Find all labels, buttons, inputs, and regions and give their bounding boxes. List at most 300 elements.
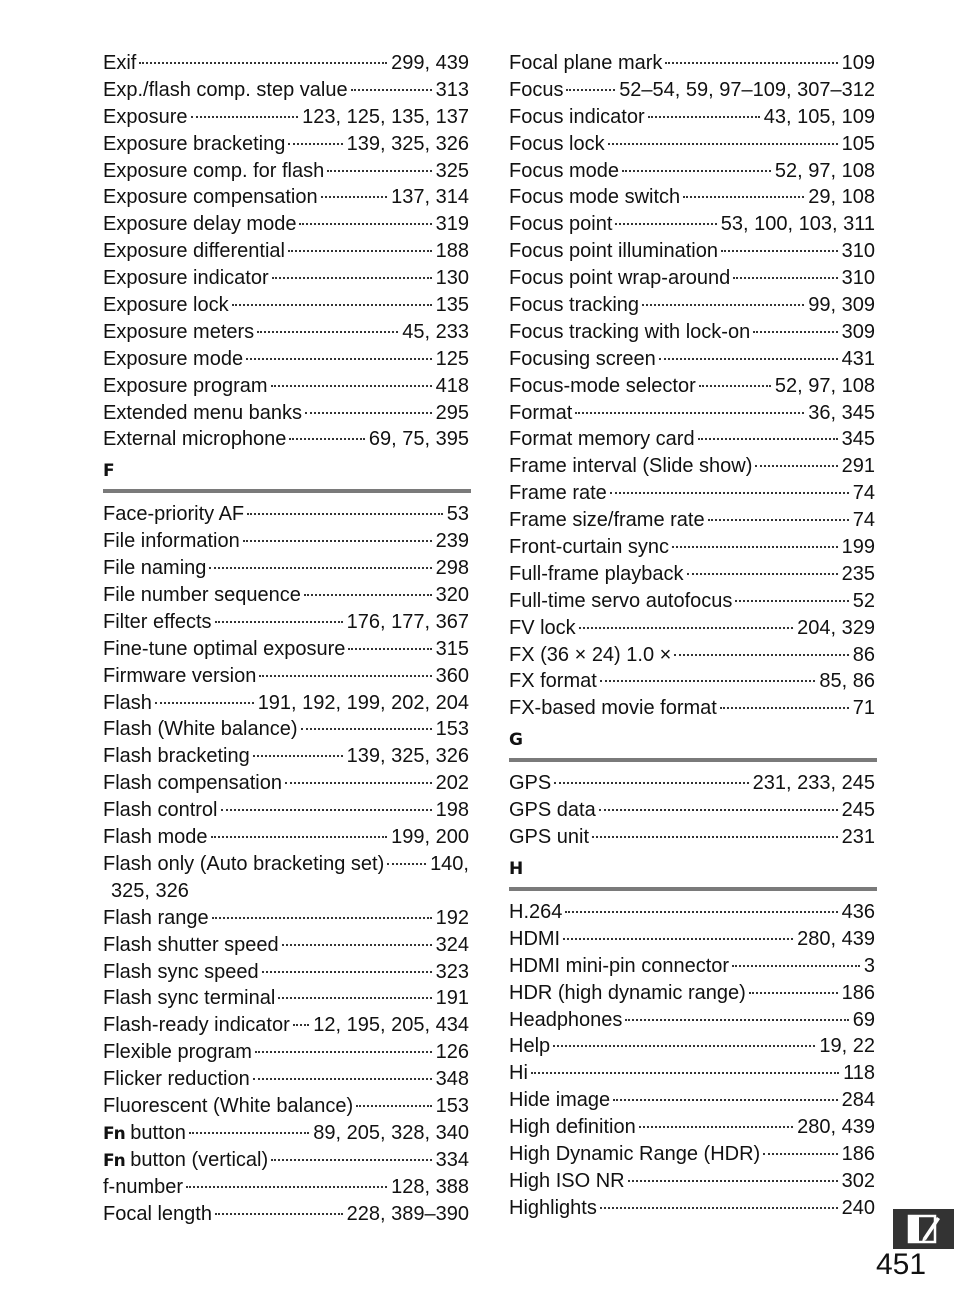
index-term: Focus lock — [509, 132, 605, 155]
dot-leader — [600, 1206, 838, 1209]
page-references: 86 — [852, 643, 875, 666]
dot-leader — [608, 142, 838, 145]
dot-leader — [659, 357, 838, 360]
page-references: 299, 439 — [391, 52, 469, 74]
index-term: Focus mode switch — [509, 186, 681, 209]
page-references: 69, 75, 395 — [368, 428, 469, 451]
section-letter: G — [509, 730, 523, 751]
dot-leader — [288, 249, 432, 252]
dot-leader — [622, 169, 771, 172]
index-entry — [509, 561, 875, 588]
index-entry — [103, 1066, 469, 1093]
index-term: Focus mode — [509, 159, 620, 182]
index-entry — [509, 899, 875, 926]
index-term: Fluorescent (White balance) — [103, 1094, 354, 1117]
index-term: Flash only (Auto bracketing set) — [103, 852, 385, 875]
dot-leader — [566, 88, 615, 91]
index-term: Exposure compensation — [103, 186, 318, 209]
page-references: 302 — [841, 1169, 875, 1192]
index-entry — [509, 1168, 875, 1195]
dot-leader — [613, 1098, 837, 1101]
dot-leader — [246, 357, 432, 360]
index-entry — [103, 824, 469, 851]
page-references: 245 — [841, 799, 875, 822]
dot-leader — [356, 1104, 432, 1107]
dot-leader — [665, 61, 837, 64]
index-term: File information — [103, 530, 240, 553]
index-entry — [103, 1201, 469, 1228]
index-tab-icon — [907, 1214, 941, 1244]
index-entry — [509, 292, 875, 319]
dot-leader — [721, 249, 838, 252]
page-references: 309 — [841, 320, 875, 343]
dot-leader — [212, 916, 432, 919]
index-entry — [509, 238, 875, 265]
page-references: 280, 439 — [797, 1116, 875, 1139]
page-references: 325, 326 — [111, 879, 189, 902]
page-references: 324 — [435, 933, 469, 956]
index-term: Hi — [509, 1062, 528, 1085]
index-term: High definition — [509, 1116, 636, 1139]
dot-leader — [247, 512, 443, 515]
page-references: 186 — [841, 1142, 875, 1165]
dot-leader — [553, 1044, 815, 1047]
index-entry — [103, 690, 469, 717]
index-entry — [509, 400, 875, 427]
page-references: 19, 22 — [819, 1035, 875, 1058]
dot-leader — [755, 464, 837, 467]
dot-leader — [749, 991, 838, 994]
index-term: H.264 — [509, 900, 563, 923]
page-references: 125 — [435, 347, 469, 370]
dot-leader — [327, 169, 431, 172]
page-references: 71 — [852, 697, 875, 720]
index-term: File number sequence — [103, 584, 301, 607]
index-term: FV lock — [509, 616, 576, 639]
index-term: External microphone — [103, 428, 287, 451]
index-entry — [103, 319, 469, 346]
index-entry — [509, 50, 875, 77]
page-references: 191 — [435, 987, 469, 1010]
index-term: Help — [509, 1035, 551, 1058]
index-entry — [509, 158, 875, 185]
page-references: 85, 86 — [819, 670, 875, 693]
index-entry — [509, 265, 875, 292]
index-term: Full-time servo autofocus — [509, 589, 733, 612]
page-references: 74 — [852, 509, 875, 532]
index-term: Focus point illumination — [509, 240, 718, 263]
dot-leader — [708, 518, 849, 521]
dot-leader — [299, 222, 431, 225]
dot-leader — [531, 1071, 839, 1074]
page-references: 231 — [841, 826, 875, 849]
page-references: 52, 97, 108 — [774, 374, 875, 397]
index-entry — [509, 1114, 875, 1141]
index-term: GPS data — [509, 799, 596, 822]
left-column — [103, 50, 469, 1227]
page-references: 284 — [841, 1089, 875, 1112]
index-entry — [509, 426, 875, 453]
index-entry — [509, 668, 875, 695]
index-entry — [509, 1060, 875, 1087]
page-references: 280, 439 — [797, 927, 875, 950]
index-entry — [509, 346, 875, 373]
index-entry — [103, 743, 469, 770]
page-references: 130 — [435, 267, 469, 290]
page-references: 202 — [435, 772, 469, 795]
page-references: 198 — [435, 799, 469, 822]
index-entry — [103, 211, 469, 238]
page-references: 192 — [435, 906, 469, 929]
dot-leader — [687, 572, 838, 575]
index-entry — [509, 1195, 875, 1222]
index-term: GPS unit — [509, 826, 590, 849]
page-references: 320 — [435, 584, 469, 607]
page-references: 29, 108 — [808, 186, 875, 209]
index-term: Fine-tune optimal exposure — [103, 637, 346, 660]
dot-leader — [271, 1158, 432, 1161]
index-term: Focus tracking with lock-on — [509, 320, 751, 343]
page-references: 436 — [841, 900, 875, 923]
dot-leader — [733, 276, 837, 279]
index-term: Flash bracketing — [103, 745, 250, 768]
index-term: Flexible program — [103, 1041, 252, 1064]
index-term: Exposure mode — [103, 347, 244, 370]
index-entry — [509, 373, 875, 400]
dot-leader — [735, 599, 848, 602]
index-entry — [509, 824, 875, 851]
dot-leader — [753, 330, 837, 333]
page-references: 199, 200 — [391, 826, 469, 849]
index-term: Focus point wrap-around — [509, 267, 731, 290]
page-references: 74 — [852, 482, 875, 505]
index-term: Format — [509, 401, 573, 424]
page-references: 45, 233 — [402, 320, 469, 343]
page-references: 109 — [841, 52, 875, 74]
index-term: Focal length — [103, 1202, 212, 1225]
page-references: 53 — [446, 503, 469, 526]
index-term-text: button — [124, 1121, 186, 1144]
page-references: 204, 329 — [797, 616, 875, 639]
index-term: HDMI — [509, 927, 561, 950]
page-references: 323 — [435, 960, 469, 983]
index-entry — [509, 980, 875, 1007]
index-term: File naming — [103, 557, 207, 580]
index-term: Hide image — [509, 1089, 611, 1112]
index-term: Headphones — [509, 1008, 623, 1031]
dot-leader — [599, 808, 838, 811]
page-references: 360 — [435, 664, 469, 687]
index-term: Focus-mode selector — [509, 374, 696, 397]
page-references: 43, 105, 109 — [763, 105, 875, 128]
index-term: Extended menu banks — [103, 401, 303, 424]
index-entry — [509, 480, 875, 507]
index-term: Exposure program — [103, 374, 268, 397]
dot-leader — [732, 964, 860, 967]
dot-leader — [282, 943, 432, 946]
index-entry — [509, 131, 875, 158]
index-entry — [103, 265, 469, 292]
page-references: 199 — [841, 536, 875, 559]
index-term: Filter effects — [103, 610, 212, 633]
index-term: GPS — [509, 772, 552, 795]
index-entry — [509, 642, 875, 669]
section-header-f — [103, 453, 469, 501]
dot-leader — [674, 653, 848, 656]
dot-leader — [211, 835, 388, 838]
dot-leader — [348, 647, 431, 650]
dot-leader — [592, 835, 838, 838]
dot-leader — [253, 754, 343, 757]
dot-leader — [191, 115, 299, 118]
dot-leader — [763, 1152, 837, 1155]
page-references: 188 — [435, 240, 469, 263]
page-references: 3 — [863, 954, 875, 977]
index-entry — [509, 615, 875, 642]
index-term: Flash (White balance) — [103, 718, 298, 741]
section-header-g — [509, 722, 875, 770]
index-entry — [103, 932, 469, 959]
page-references: 137, 314 — [391, 186, 469, 209]
page-references: 310 — [841, 240, 875, 263]
page-references: 231, 233, 245 — [752, 772, 875, 795]
page-references: 123, 125, 135, 137 — [302, 105, 469, 128]
index-entry — [509, 77, 875, 104]
index-term: Highlights — [509, 1196, 597, 1219]
index-entry — [509, 953, 875, 980]
dot-leader — [565, 910, 837, 913]
dot-leader — [301, 727, 432, 730]
page-references: 239 — [435, 530, 469, 553]
index-entry — [103, 104, 469, 131]
dot-leader — [698, 437, 838, 440]
dot-leader — [221, 808, 432, 811]
page-references: 186 — [841, 981, 875, 1004]
index-tab — [893, 1209, 954, 1249]
index-entry — [103, 1039, 469, 1066]
dot-leader — [648, 115, 760, 118]
dot-leader — [293, 1023, 310, 1026]
index-entry — [509, 797, 875, 824]
page-references: 139, 325, 326 — [346, 132, 469, 155]
index-entry — [103, 582, 469, 609]
index-entry — [509, 770, 875, 797]
index-entry — [103, 1174, 469, 1201]
dot-leader — [259, 674, 431, 677]
index-term: FX-based movie format — [509, 697, 717, 720]
page-references: 235 — [841, 562, 875, 585]
dot-leader — [289, 437, 364, 440]
index-entry — [103, 400, 469, 427]
index-term: Flash range — [103, 906, 209, 929]
page-references: 140, — [430, 852, 469, 875]
dot-leader — [639, 1125, 793, 1128]
index-entry — [103, 158, 469, 185]
page-references: 153 — [435, 1094, 469, 1117]
index-entry — [509, 184, 875, 211]
page-references: 191, 192, 199, 202, 204 — [257, 691, 469, 714]
page-references: 295 — [435, 401, 469, 424]
index-entry — [509, 1033, 875, 1060]
section-letter: H — [509, 858, 524, 879]
index-entry — [103, 292, 469, 319]
fn-button-glyph: Fn — [103, 1123, 125, 1144]
fn-button-glyph: Fn — [103, 1150, 125, 1171]
index-term: High Dynamic Range (HDR) — [509, 1142, 761, 1165]
index-entry — [509, 211, 875, 238]
section-rule — [103, 489, 471, 493]
page-references: 139, 325, 326 — [346, 745, 469, 768]
dot-leader — [232, 303, 432, 306]
index-entry — [103, 528, 469, 555]
index-term: Firmware version — [103, 664, 257, 687]
index-term: Focus point — [509, 213, 613, 236]
section-header-h — [509, 851, 875, 899]
index-term: Flicker reduction — [103, 1068, 250, 1091]
dot-leader — [271, 384, 432, 387]
page-references: 310 — [841, 267, 875, 290]
index-entry — [509, 1087, 875, 1114]
index-term: Flash — [103, 691, 152, 714]
page-references: 52, 97, 108 — [774, 159, 875, 182]
index-entry — [509, 534, 875, 561]
page-references: 69 — [852, 1008, 875, 1031]
index-term: Exposure — [103, 105, 188, 128]
index-term: f-number — [103, 1175, 184, 1198]
dot-leader — [255, 1050, 432, 1053]
index-term: Focus — [509, 78, 564, 101]
index-term: Flash shutter speed — [103, 933, 279, 956]
index-term: Frame size/frame rate — [509, 509, 705, 532]
dot-leader — [600, 679, 816, 682]
page-references: 325 — [435, 159, 469, 182]
dot-leader — [139, 61, 387, 64]
page-references: 176, 177, 367 — [346, 610, 469, 633]
index-entry — [103, 797, 469, 824]
index-term: Face-priority AF — [103, 503, 245, 526]
index-entry — [103, 905, 469, 932]
page-references: 431 — [841, 347, 875, 370]
index-term: Exposure meters — [103, 320, 255, 343]
dot-leader — [155, 701, 254, 704]
dot-leader — [563, 937, 793, 940]
index-term: Flash compensation — [103, 772, 282, 795]
dot-leader — [209, 566, 431, 569]
index-entry — [103, 50, 469, 77]
page-references: 315 — [435, 637, 469, 660]
dot-leader — [215, 1212, 343, 1215]
index-entry — [103, 501, 469, 528]
dot-leader — [189, 1131, 309, 1134]
index-entry-flash-ready — [103, 1012, 469, 1039]
dot-leader — [288, 142, 342, 145]
page-references: 53, 100, 103, 311 — [720, 213, 875, 236]
dot-leader — [699, 384, 771, 387]
page-references: 135 — [435, 294, 469, 317]
page-references: 12, 195, 205, 434 — [313, 1014, 469, 1037]
index-term: Flash-ready indicator — [103, 1014, 290, 1037]
index-term: Exif — [103, 52, 137, 74]
page-references: 118 — [843, 1062, 875, 1085]
index-term: Exposure comp. for flash — [103, 159, 325, 182]
dot-leader — [321, 195, 388, 198]
index-term: HDMI mini-pin connector — [509, 954, 730, 977]
index-term: Full-frame playback — [509, 562, 684, 585]
index-entry — [509, 695, 875, 722]
index-term: Frame rate — [509, 482, 607, 505]
index-term: Focal plane mark — [509, 52, 663, 74]
dot-leader — [186, 1185, 387, 1188]
index-term: FX (36 × 24) 1.0 × — [509, 643, 672, 666]
index-entry — [103, 373, 469, 400]
dot-leader — [285, 781, 432, 784]
index-term: Exposure bracketing — [103, 132, 286, 155]
index-entry — [509, 453, 875, 480]
index-entry — [509, 1141, 875, 1168]
index-entry — [509, 588, 875, 615]
index-term: Format memory card — [509, 428, 695, 451]
index-term: Flash control — [103, 799, 218, 822]
page-references: 36, 345 — [808, 401, 875, 424]
index-entry — [103, 426, 469, 453]
dot-leader — [215, 620, 343, 623]
index-entry — [509, 926, 875, 953]
dot-leader — [304, 593, 432, 596]
section-letter: F — [103, 461, 115, 482]
page-references: 348 — [435, 1068, 469, 1091]
page-references: 291 — [841, 455, 875, 478]
index-term: Flash sync terminal — [103, 987, 276, 1010]
section-rule — [509, 887, 877, 891]
page-number: 451 — [876, 1248, 927, 1281]
index-term: Flash mode — [103, 826, 208, 849]
dot-leader — [642, 303, 804, 306]
index-entry — [103, 555, 469, 582]
dot-leader — [305, 411, 432, 414]
index-term-text: button (vertical) — [124, 1148, 269, 1171]
index-entry — [509, 507, 875, 534]
page-references: 298 — [435, 557, 469, 580]
index-term: HDR (high dynamic range) — [509, 981, 746, 1004]
index-term — [103, 1120, 186, 1148]
dot-leader — [257, 330, 398, 333]
index-term: Focus indicator — [509, 105, 645, 128]
page-references: 153 — [435, 718, 469, 741]
index-entry — [103, 770, 469, 797]
dot-leader — [720, 706, 849, 709]
page-references: 52–54, 59, 97–109, 307–312 — [619, 78, 875, 101]
index-entry — [509, 104, 875, 131]
index-entry — [103, 959, 469, 986]
dot-leader — [575, 411, 804, 414]
page-references: 334 — [435, 1148, 469, 1171]
index-term: Frame interval (Slide show) — [509, 455, 753, 478]
index-entry — [103, 663, 469, 690]
section-rule — [509, 758, 877, 762]
index-entry — [103, 184, 469, 211]
dot-leader — [554, 781, 748, 784]
index-entry — [103, 636, 469, 663]
index-term: Front-curtain sync — [509, 536, 670, 559]
index-term: Focus tracking — [509, 294, 640, 317]
dot-leader — [610, 491, 849, 494]
index-term: FX format — [509, 670, 597, 693]
index-term: Focusing screen — [509, 347, 656, 370]
dot-leader — [272, 276, 432, 279]
page-references: 319 — [435, 213, 469, 236]
page-references: 313 — [435, 78, 469, 101]
page-references: 128, 388 — [391, 1175, 469, 1198]
